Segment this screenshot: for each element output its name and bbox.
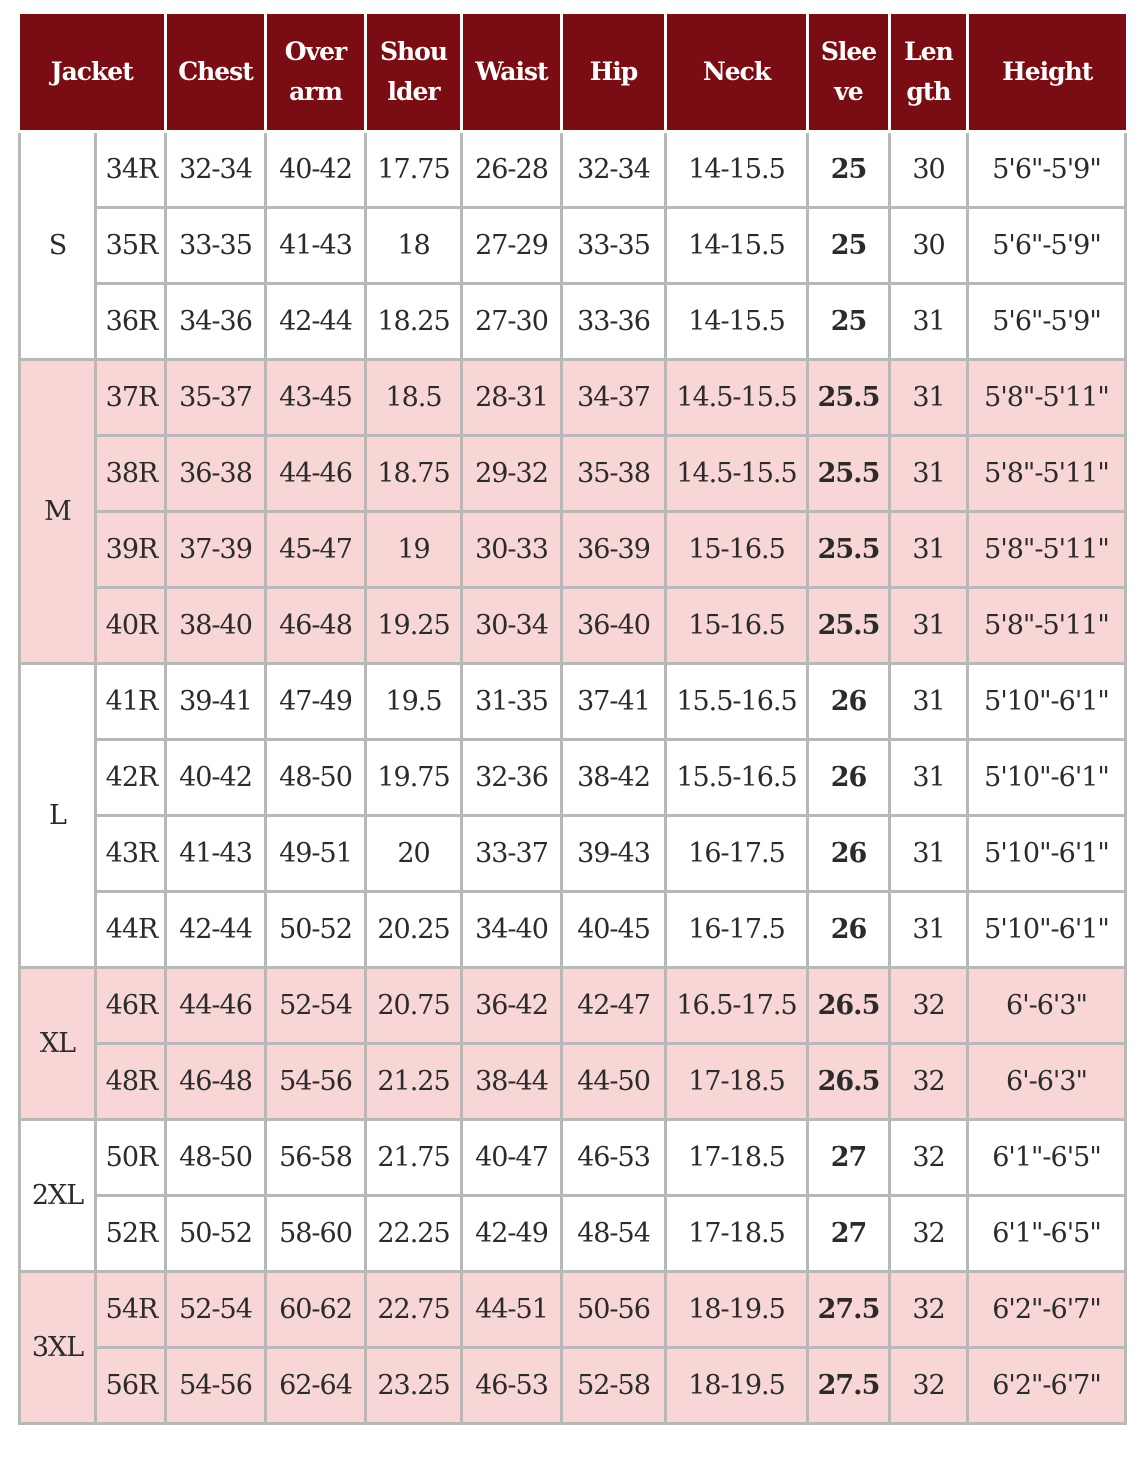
hip-cell: 33-36	[562, 284, 666, 360]
shoulder-cell: 22.75	[366, 1272, 462, 1348]
chest-cell: 50-52	[166, 1196, 266, 1272]
waist-cell: 40-47	[462, 1120, 562, 1196]
length-cell: 31	[890, 892, 968, 968]
height-cell: 5'6"-5'9"	[968, 132, 1126, 208]
neck-cell: 15.5-16.5	[666, 664, 808, 740]
jacket-code-cell: 48R	[96, 1044, 166, 1120]
hip-cell: 36-39	[562, 512, 666, 588]
header-shoulder: Shou lder	[366, 14, 462, 132]
sleeve-cell: 27.5	[808, 1348, 890, 1424]
shoulder-cell: 18.25	[366, 284, 462, 360]
height-cell: 5'10"-6'1"	[968, 664, 1126, 740]
table-row	[20, 208, 1126, 284]
shoulder-cell: 20.25	[366, 892, 462, 968]
neck-cell: 18-19.5	[666, 1348, 808, 1424]
neck-cell: 17-18.5	[666, 1044, 808, 1120]
sleeve-cell: 25	[808, 284, 890, 360]
jacket-code-cell: 40R	[96, 588, 166, 664]
header-jacket: Jacket	[20, 14, 166, 132]
jacket-code-cell: 46R	[96, 968, 166, 1044]
length-cell: 32	[890, 1044, 968, 1120]
neck-cell: 14-15.5	[666, 208, 808, 284]
jacket-code-cell: 50R	[96, 1120, 166, 1196]
table-row	[20, 1272, 1126, 1348]
header-hip: Hip	[562, 14, 666, 132]
jacket-code-cell: 44R	[96, 892, 166, 968]
hip-cell: 40-45	[562, 892, 666, 968]
size-group-label: 3XL	[20, 1272, 96, 1424]
neck-cell: 15-16.5	[666, 588, 808, 664]
size-group-label: L	[20, 664, 96, 968]
chest-cell: 40-42	[166, 740, 266, 816]
sleeve-cell: 25.5	[808, 512, 890, 588]
height-cell: 6'-6'3"	[968, 968, 1126, 1044]
length-cell: 30	[890, 132, 968, 208]
shoulder-cell: 19	[366, 512, 462, 588]
waist-cell: 33-37	[462, 816, 562, 892]
length-cell: 32	[890, 1348, 968, 1424]
waist-cell: 32-36	[462, 740, 562, 816]
waist-cell: 42-49	[462, 1196, 562, 1272]
hip-cell: 50-56	[562, 1272, 666, 1348]
hip-cell: 39-43	[562, 816, 666, 892]
length-cell: 31	[890, 512, 968, 588]
jacket-code-cell: 54R	[96, 1272, 166, 1348]
header-row	[20, 14, 1126, 132]
shoulder-cell: 19.25	[366, 588, 462, 664]
jacket-code-cell: 41R	[96, 664, 166, 740]
shoulder-cell: 20	[366, 816, 462, 892]
table-row	[20, 1348, 1126, 1424]
waist-cell: 26-28	[462, 132, 562, 208]
table-row	[20, 512, 1126, 588]
overarm-cell: 46-48	[266, 588, 366, 664]
table-row	[20, 1196, 1126, 1272]
sleeve-cell: 26	[808, 664, 890, 740]
length-cell: 31	[890, 588, 968, 664]
jacket-code-cell: 38R	[96, 436, 166, 512]
sleeve-cell: 26	[808, 816, 890, 892]
header-overarm: Over arm	[266, 14, 366, 132]
neck-cell: 15.5-16.5	[666, 740, 808, 816]
neck-cell: 16-17.5	[666, 892, 808, 968]
sleeve-cell: 26.5	[808, 1044, 890, 1120]
sleeve-cell: 26	[808, 740, 890, 816]
chest-cell: 48-50	[166, 1120, 266, 1196]
height-cell: 6'2"-6'7"	[968, 1272, 1126, 1348]
length-cell: 32	[890, 968, 968, 1044]
overarm-cell: 48-50	[266, 740, 366, 816]
overarm-cell: 60-62	[266, 1272, 366, 1348]
length-cell: 32	[890, 1196, 968, 1272]
shoulder-cell: 18.5	[366, 360, 462, 436]
overarm-cell: 58-60	[266, 1196, 366, 1272]
overarm-cell: 54-56	[266, 1044, 366, 1120]
hip-cell: 33-35	[562, 208, 666, 284]
chest-cell: 39-41	[166, 664, 266, 740]
header-waist: Waist	[462, 14, 562, 132]
table-row	[20, 816, 1126, 892]
overarm-cell: 45-47	[266, 512, 366, 588]
table-row	[20, 968, 1126, 1044]
height-cell: 5'8"-5'11"	[968, 436, 1126, 512]
waist-cell: 30-34	[462, 588, 562, 664]
chest-cell: 42-44	[166, 892, 266, 968]
height-cell: 6'-6'3"	[968, 1044, 1126, 1120]
header-neck: Neck	[666, 14, 808, 132]
header-chest: Chest	[166, 14, 266, 132]
hip-cell: 35-38	[562, 436, 666, 512]
neck-cell: 17-18.5	[666, 1196, 808, 1272]
shoulder-cell: 22.25	[366, 1196, 462, 1272]
neck-cell: 16-17.5	[666, 816, 808, 892]
jacket-code-cell: 36R	[96, 284, 166, 360]
jacket-code-cell: 52R	[96, 1196, 166, 1272]
table-row	[20, 664, 1126, 740]
sleeve-cell: 26	[808, 892, 890, 968]
jacket-code-cell: 37R	[96, 360, 166, 436]
table-row	[20, 436, 1126, 512]
height-cell: 6'1"-6'5"	[968, 1196, 1126, 1272]
waist-cell: 38-44	[462, 1044, 562, 1120]
table-row	[20, 132, 1126, 208]
chest-cell: 54-56	[166, 1348, 266, 1424]
hip-cell: 44-50	[562, 1044, 666, 1120]
overarm-cell: 40-42	[266, 132, 366, 208]
shoulder-cell: 18	[366, 208, 462, 284]
size-group-label: 2XL	[20, 1120, 96, 1272]
overarm-cell: 41-43	[266, 208, 366, 284]
hip-cell: 48-54	[562, 1196, 666, 1272]
jacket-code-cell: 34R	[96, 132, 166, 208]
header-length: Len gth	[890, 14, 968, 132]
overarm-cell: 42-44	[266, 284, 366, 360]
length-cell: 31	[890, 436, 968, 512]
chest-cell: 34-36	[166, 284, 266, 360]
shoulder-cell: 18.75	[366, 436, 462, 512]
shoulder-cell: 19.5	[366, 664, 462, 740]
hip-cell: 38-42	[562, 740, 666, 816]
height-cell: 6'1"-6'5"	[968, 1120, 1126, 1196]
chest-cell: 44-46	[166, 968, 266, 1044]
neck-cell: 18-19.5	[666, 1272, 808, 1348]
hip-cell: 42-47	[562, 968, 666, 1044]
overarm-cell: 52-54	[266, 968, 366, 1044]
overarm-cell: 50-52	[266, 892, 366, 968]
chest-cell: 46-48	[166, 1044, 266, 1120]
table-row	[20, 1120, 1126, 1196]
overarm-cell: 62-64	[266, 1348, 366, 1424]
shoulder-cell: 23.25	[366, 1348, 462, 1424]
waist-cell: 28-31	[462, 360, 562, 436]
height-cell: 5'10"-6'1"	[968, 740, 1126, 816]
length-cell: 31	[890, 816, 968, 892]
waist-cell: 34-40	[462, 892, 562, 968]
jacket-code-cell: 56R	[96, 1348, 166, 1424]
chest-cell: 41-43	[166, 816, 266, 892]
table-row	[20, 360, 1126, 436]
table-row	[20, 1044, 1126, 1120]
waist-cell: 31-35	[462, 664, 562, 740]
height-cell: 5'10"-6'1"	[968, 892, 1126, 968]
overarm-cell: 47-49	[266, 664, 366, 740]
size-chart-table	[18, 14, 1127, 1425]
size-group-label: M	[20, 360, 96, 664]
hip-cell: 34-37	[562, 360, 666, 436]
waist-cell: 30-33	[462, 512, 562, 588]
length-cell: 31	[890, 360, 968, 436]
size-group-label: XL	[20, 968, 96, 1120]
waist-cell: 29-32	[462, 436, 562, 512]
size-group-label: S	[20, 132, 96, 360]
sleeve-cell: 27	[808, 1120, 890, 1196]
sleeve-cell: 25.5	[808, 588, 890, 664]
hip-cell: 32-34	[562, 132, 666, 208]
neck-cell: 14.5-15.5	[666, 436, 808, 512]
height-cell: 5'8"-5'11"	[968, 588, 1126, 664]
table-row	[20, 892, 1126, 968]
length-cell: 32	[890, 1272, 968, 1348]
sleeve-cell: 27	[808, 1196, 890, 1272]
jacket-code-cell: 35R	[96, 208, 166, 284]
height-cell: 5'10"-6'1"	[968, 816, 1126, 892]
table-row	[20, 740, 1126, 816]
sleeve-cell: 25.5	[808, 436, 890, 512]
hip-cell: 46-53	[562, 1120, 666, 1196]
waist-cell: 46-53	[462, 1348, 562, 1424]
neck-cell: 15-16.5	[666, 512, 808, 588]
shoulder-cell: 17.75	[366, 132, 462, 208]
overarm-cell: 44-46	[266, 436, 366, 512]
header-sleeve: Slee ve	[808, 14, 890, 132]
sleeve-cell: 26.5	[808, 968, 890, 1044]
sleeve-cell: 27.5	[808, 1272, 890, 1348]
header-height: Height	[968, 14, 1126, 132]
sleeve-cell: 25.5	[808, 360, 890, 436]
height-cell: 5'6"-5'9"	[968, 208, 1126, 284]
neck-cell: 17-18.5	[666, 1120, 808, 1196]
table-row	[20, 588, 1126, 664]
chest-cell: 52-54	[166, 1272, 266, 1348]
neck-cell: 16.5-17.5	[666, 968, 808, 1044]
length-cell: 30	[890, 208, 968, 284]
waist-cell: 44-51	[462, 1272, 562, 1348]
overarm-cell: 56-58	[266, 1120, 366, 1196]
length-cell: 31	[890, 664, 968, 740]
height-cell: 5'8"-5'11"	[968, 360, 1126, 436]
chest-cell: 38-40	[166, 588, 266, 664]
waist-cell: 27-29	[462, 208, 562, 284]
chest-cell: 32-34	[166, 132, 266, 208]
length-cell: 31	[890, 284, 968, 360]
shoulder-cell: 21.75	[366, 1120, 462, 1196]
length-cell: 31	[890, 740, 968, 816]
overarm-cell: 43-45	[266, 360, 366, 436]
shoulder-cell: 21.25	[366, 1044, 462, 1120]
chest-cell: 36-38	[166, 436, 266, 512]
sleeve-cell: 25	[808, 208, 890, 284]
jacket-code-cell: 43R	[96, 816, 166, 892]
hip-cell: 36-40	[562, 588, 666, 664]
overarm-cell: 49-51	[266, 816, 366, 892]
size-chart-body	[20, 132, 1126, 1424]
neck-cell: 14-15.5	[666, 132, 808, 208]
height-cell: 5'8"-5'11"	[968, 512, 1126, 588]
hip-cell: 52-58	[562, 1348, 666, 1424]
shoulder-cell: 19.75	[366, 740, 462, 816]
jacket-code-cell: 42R	[96, 740, 166, 816]
sleeve-cell: 25	[808, 132, 890, 208]
jacket-code-cell: 39R	[96, 512, 166, 588]
waist-cell: 27-30	[462, 284, 562, 360]
chest-cell: 37-39	[166, 512, 266, 588]
shoulder-cell: 20.75	[366, 968, 462, 1044]
neck-cell: 14.5-15.5	[666, 360, 808, 436]
chest-cell: 33-35	[166, 208, 266, 284]
waist-cell: 36-42	[462, 968, 562, 1044]
length-cell: 32	[890, 1120, 968, 1196]
neck-cell: 14-15.5	[666, 284, 808, 360]
table-row	[20, 284, 1126, 360]
hip-cell: 37-41	[562, 664, 666, 740]
chest-cell: 35-37	[166, 360, 266, 436]
height-cell: 5'6"-5'9"	[968, 284, 1126, 360]
height-cell: 6'2"-6'7"	[968, 1348, 1126, 1424]
